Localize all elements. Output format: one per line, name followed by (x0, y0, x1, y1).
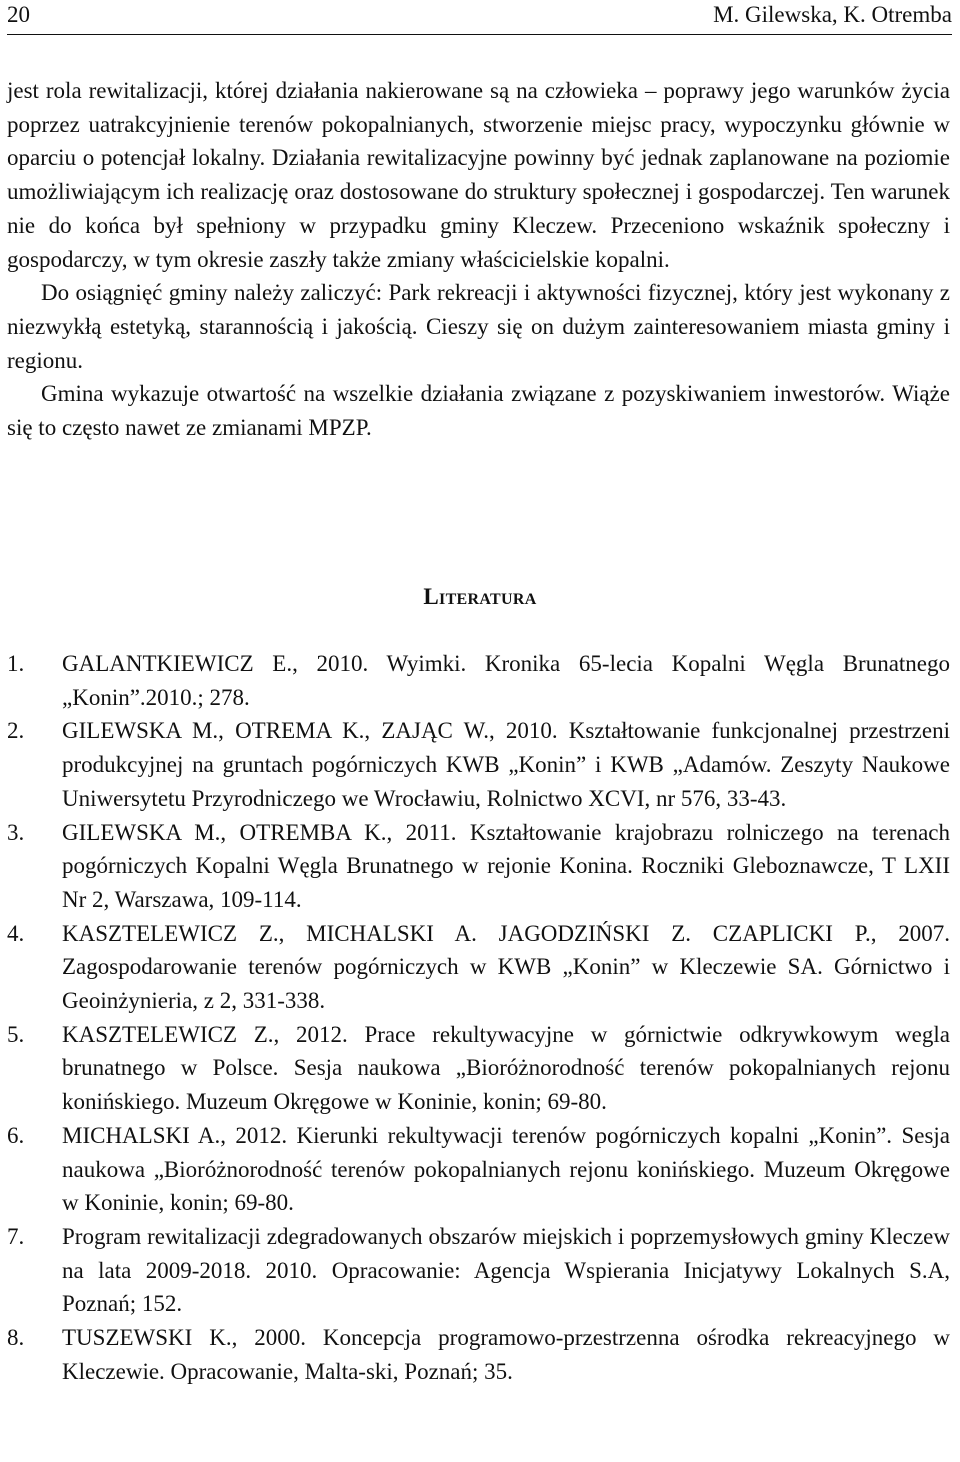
reference-item (7, 1119, 950, 1220)
references-list (7, 647, 950, 1388)
reference-number: 3. (7, 819, 25, 845)
paragraph: Do osiągnięć gminy należy zaliczyć: Park rekreacji i aktywności fizycznej, który jest wykonany z niezwykłą estetyką, starannością i jakością. Cieszy się on dużym zainteresowaniem miasta gminy i regionu. (7, 280, 950, 373)
reference-item (7, 714, 950, 815)
reference-text: TUSZEWSKI K., 2000. Koncepcja programowo-przestrzenna ośrodka rekreacyjnego w Kleczewie. Opracowanie, Malta-ski, Poznań; 35. (62, 1325, 950, 1384)
reference-item (7, 917, 950, 1018)
reference-item (7, 647, 950, 714)
reference-item (7, 1018, 950, 1119)
reference-item (7, 816, 950, 917)
reference-text: GALANTKIEWICZ E., 2010. Wyimki. Kronika 65-lecia Kopalni Węgla Brunatnego „Konin”.2010.; 278. (62, 651, 950, 710)
reference-number: 4. (7, 920, 25, 946)
reference-number: 8. (7, 1325, 25, 1351)
reference-number: 7. (7, 1223, 25, 1249)
page-header (7, 2, 952, 35)
reference-text: KASZTELEWICZ Z., 2012. Prace rekultywacyjne w górnictwie odkrywkowym wegla brunatnego w Polsce. Sesja naukowa „Bioróżnorodność terenów pokopalnianych rejonu konińskiego. Muzeum Okręgowe w Koninie, konin; 69-80. (62, 1021, 950, 1115)
reference-text: KASZTELEWICZ Z., MICHALSKI A. JAGODZIŃSKI Z. CZAPLICKI P., 2007. Zagospodarowanie terenów pogórniczych w KWB „Konin” w Kleczewie SA. Górnictwo i Geoinżynieria, z 2, 331-338. (62, 920, 950, 1014)
references-heading: Literatura (423, 584, 537, 609)
running-head-authors: M. Gilewska, K. Otremba (713, 2, 952, 27)
reference-number: 5. (7, 1021, 25, 1047)
paragraph: Gmina wykazuje otwartość na wszelkie działania związane z pozyskiwaniem inwestorów. Wiąże się to często nawet ze zmianami MPZP. (7, 381, 950, 441)
reference-text: MICHALSKI A., 2012. Kierunki rekultywacji terenów pogórniczych kopalni „Konin”. Sesja naukowa „Bioróżnorodność terenów pokopalnianych rejonu konińskiego. Muzeum Okręgowe w Koninie, konin; 69-80. (62, 1122, 950, 1216)
reference-text: Program rewitalizacji zdegradowanych obszarów miejskich i poprzemysłowych gminy Kleczew na lata 2009-2018. 2010. Opracowanie: Agencja Wspierania Inicjatywy Lokalnych S.A, Poznań; 152. (62, 1223, 950, 1317)
reference-item (7, 1321, 950, 1388)
page-number: 20 (7, 2, 30, 27)
reference-number: 6. (7, 1122, 25, 1148)
paragraph: jest rola rewitalizacji, której działania nakierowane są na człowieka – poprawy jego warunków życia poprzez uatrakcyjnienie terenów pokopalnianych, stworzenie miejsc pracy, wypoczynku głównie w oparciu o potencjał lokalny. Działania rewitalizacyjne powinny być jednak zaplanowane na poziomie umożliwiającym ich realizację oraz dostosowane do struktury społecznej i gospodarczej. Ten warunek nie do końca był spełniony w przypadku gminy Kleczew. Przeceniono wskaźnik społeczny i gospodarczy, w tym okresie zaszły także zmiany właścicielskie kopalni. (7, 78, 950, 272)
reference-text: GILEWSKA M., OTREMA K., ZAJĄC W., 2010. Kształtowanie funkcjonalnej przestrzeni produkcyjnej na gruntach pogórniczych KWB „Konin” i KWB „Adamów. Zeszyty Naukowe Uniwersytetu Przyrodniczego we Wrocławiu, Rolnictwo XCVI, nr 576, 33-43. (62, 718, 950, 811)
reference-number: 2. (7, 718, 25, 744)
reference-item (7, 1220, 950, 1321)
reference-number: 1. (7, 651, 25, 676)
reference-text: GILEWSKA M., OTREMBA K., 2011. Kształtowanie krajobrazu rolniczego na terenach pogórniczych Kopalni Węgla Brunatnego w rejonie Konina. Roczniki Gleboznawcze, T LXII Nr 2, Warszawa, 109-114. (62, 819, 950, 912)
body-text (7, 74, 950, 445)
